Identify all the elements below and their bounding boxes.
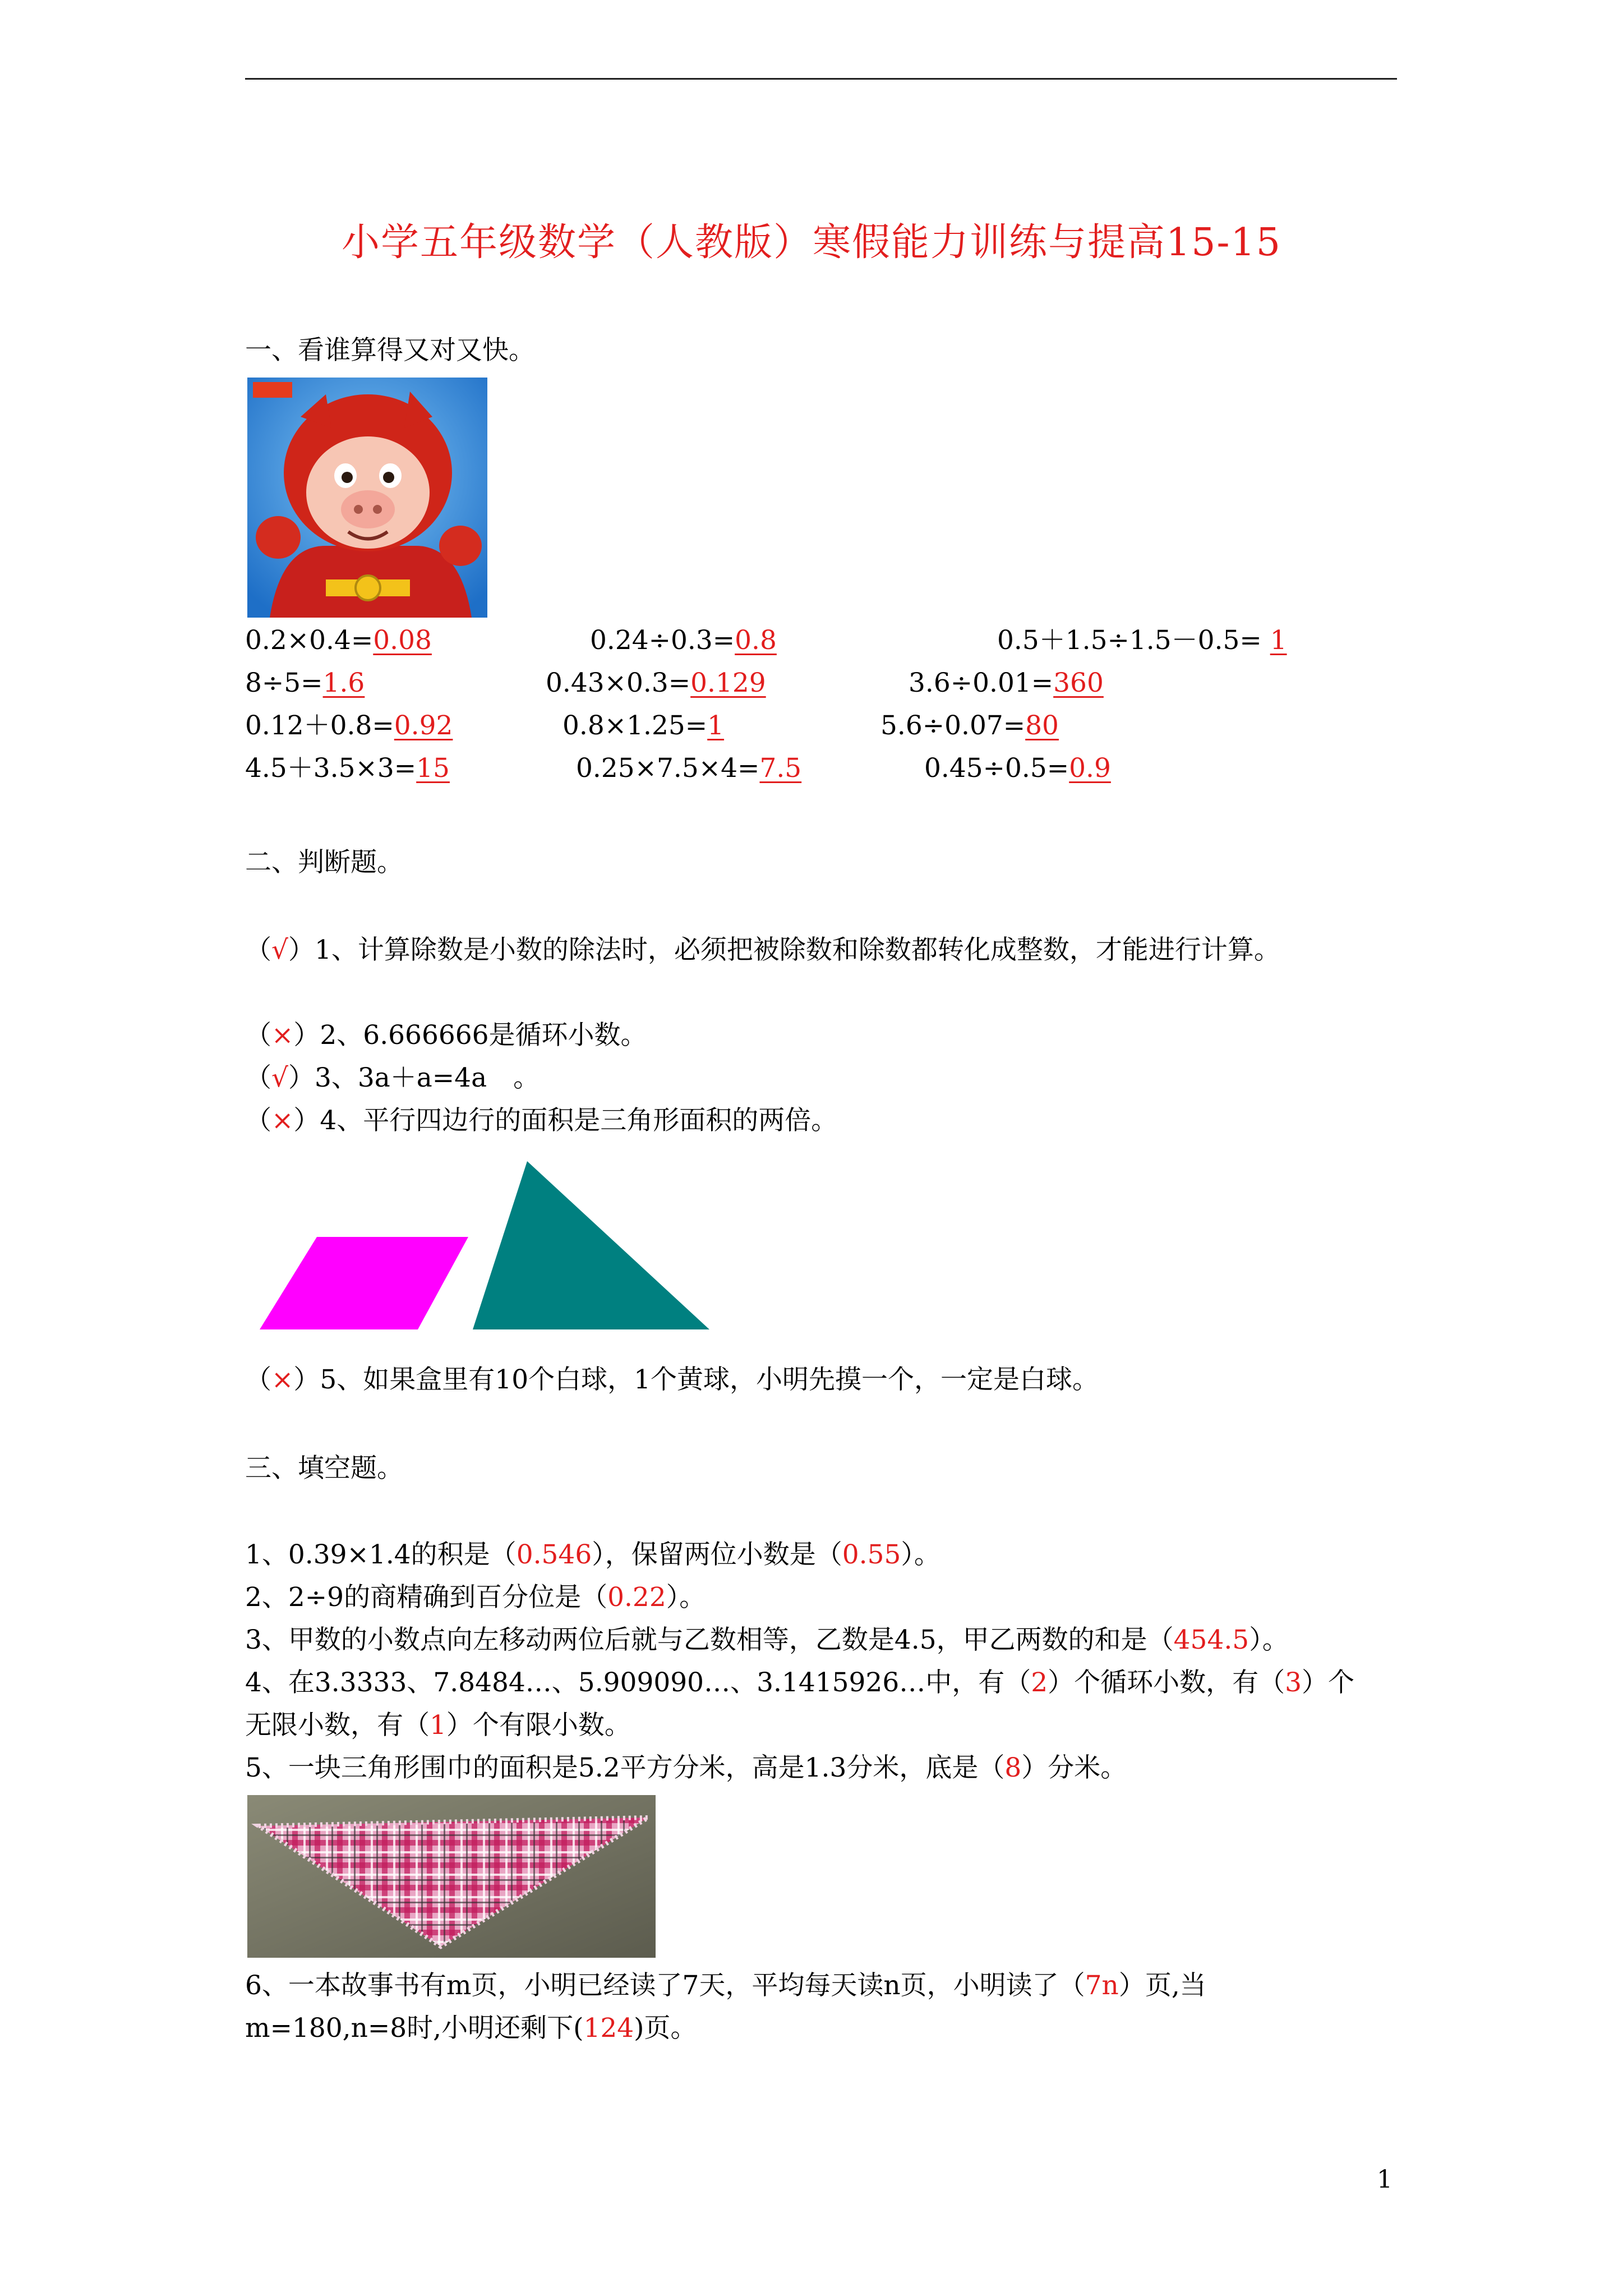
header-rule [245, 78, 1397, 80]
calc-item: 0.25×7.5×4=7.5 [576, 753, 802, 784]
parallelogram-shape [260, 1237, 468, 1329]
calc-item: 4.5＋3.5×3=15 [245, 753, 450, 784]
judge-item: （×）2、6.666666是循环小数。 [245, 1020, 647, 1051]
calc-item: 0.24÷0.3=0.8 [590, 625, 777, 656]
triangle-shape [473, 1161, 709, 1329]
calc-item: 0.2×0.4=0.08 [245, 625, 432, 656]
calc-item: 0.12＋0.8=0.92 [245, 710, 453, 741]
fill-item-1: 1、0.39×1.4的积是（0.546），保留两位小数是（0.55）。 [245, 1539, 940, 1570]
fill-item-4: 4、在3.3333、7.8484…、5.909090…、3.1415926…中，有（2）个循环小数，有（3）个 [245, 1667, 1355, 1698]
section3-heading: 三、填空题。 [245, 1453, 403, 1484]
calc-item: 8÷5=1.6 [245, 668, 365, 698]
judge-item: （√）1、计算除数是小数的除法时，必须把被除数和除数都转化成整数，才能进行计算。 [245, 935, 1280, 965]
calc-item: 0.43×0.3=0.129 [546, 668, 766, 698]
judge-item: （×）5、如果盒里有10个白球，1个黄球，小明先摸一个，一定是白球。 [245, 1364, 1099, 1395]
calc-item: 3.6÷0.01=360 [909, 668, 1104, 698]
page-title: 小学五年级数学（人教版）寒假能力训练与提高15-15 [341, 220, 1282, 265]
calc-item: 5.6÷0.07=80 [880, 710, 1059, 741]
calc-item: 0.5＋1.5÷1.5－0.5= 1 [997, 625, 1287, 656]
section1-heading: 一、看谁算得又对又快。 [245, 335, 535, 366]
judge-item: （√）3、3a＋a=4a 。 [245, 1062, 540, 1093]
fill-item-5: 5、一块三角形围巾的面积是5.2平方分米，高是1.3分米，底是（8）分米。 [245, 1752, 1127, 1783]
judge-item: （×）4、平行四边行的面积是三角形面积的两倍。 [245, 1105, 838, 1136]
calc-item: 0.8×1.25=1 [562, 710, 725, 741]
page-number: 1 [1377, 2165, 1393, 2194]
calc-item: 0.45÷0.5=0.9 [924, 753, 1111, 784]
fill-item-3: 3、甲数的小数点向左移动两位后就与乙数相等，乙数是4.5，甲乙两数的和是（454.5）。 [245, 1625, 1289, 1655]
section2-heading: 二、判断题。 [245, 847, 403, 878]
fill-item-2: 2、2÷9的商精确到百分位是（0.22）。 [245, 1582, 706, 1613]
fill-item-4-cont: 无限小数，有（1）个有限小数。 [245, 1710, 631, 1741]
shapes-figure [255, 1156, 715, 1335]
fill-item-6: 6、一本故事书有m页，小明已经读了7天，平均每天读n页，小明读了（7n）页,当 [245, 1970, 1206, 2001]
scarf-photo [247, 1795, 656, 1958]
fill-item-6-cont: m=180,n=8时,小明还剩下(124)页。 [245, 2013, 697, 2044]
cartoon-pig-image [247, 378, 487, 618]
